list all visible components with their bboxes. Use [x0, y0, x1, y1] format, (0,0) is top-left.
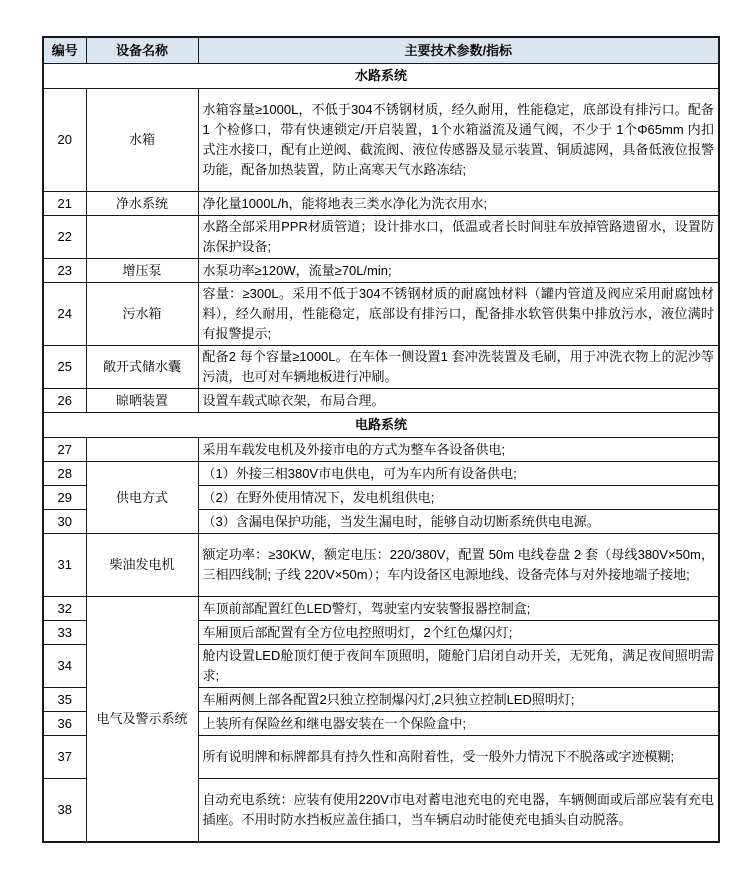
col-header-name: 设备名称	[86, 37, 198, 64]
spec-cell: 水泵功率≥120W，流量≥70L/min;	[198, 259, 719, 283]
spec-cell: 净化量1000L/h，能将地表三类水净化为洗衣用水;	[198, 192, 719, 216]
device-name-cell: 增压泵	[86, 259, 198, 283]
table-row	[43, 534, 719, 597]
spec-cell: 水路全部采用PPR材质管道；设计排水口，低温或者长时间驻车放掉管路遗留水，设置防冻保护设备;	[198, 216, 719, 259]
table-row	[43, 462, 719, 486]
row-id-cell: 22	[43, 216, 86, 259]
table-row	[43, 259, 719, 283]
section-title: 水路系统	[43, 64, 719, 89]
spec-cell: 车厢两侧上部各配置2只独立控制爆闪灯,2只独立控制LED照明灯;	[198, 688, 719, 712]
row-id-cell: 32	[43, 597, 86, 621]
section-row	[43, 413, 719, 438]
table-row	[43, 283, 719, 346]
row-id-cell: 36	[43, 712, 86, 736]
spec-cell: （3）含漏电保护功能，当发生漏电时，能够自动切断系统供电电源。	[198, 510, 719, 534]
spec-cell: （1）外接三相380V市电供电，可为车内所有设备供电;	[198, 462, 719, 486]
section-row	[43, 64, 719, 89]
row-id-cell: 29	[43, 486, 86, 510]
row-id-cell: 38	[43, 779, 86, 843]
spec-cell: 配备2 每个容量≥1000L。在车体一侧设置1 套冲洗装置及毛刷，用于冲洗衣物上的泥沙等污渍，也可对车辆地板进行冲刷。	[198, 346, 719, 389]
spec-cell: 所有说明牌和标牌都具有持久性和高附着性，受一般外力情况下不脱落或字迹模糊;	[198, 736, 719, 779]
row-id-cell: 24	[43, 283, 86, 346]
spec-cell: 自动充电系统：应装有使用220V市电对蓄电池充电的充电器，车辆侧面或后部应装有充电插座。不用时防水挡板应盖住插口，当车辆启动时能使充电插头自动脱落。	[198, 779, 719, 843]
table-row	[43, 192, 719, 216]
row-id-cell: 34	[43, 645, 86, 688]
device-name-cell: 电气及警示系统	[86, 597, 198, 843]
col-header-spec: 主要技术参数/指标	[198, 37, 719, 64]
row-id-cell: 37	[43, 736, 86, 779]
table-header-row	[43, 37, 719, 64]
device-name-cell: 晾晒装置	[86, 389, 198, 413]
row-id-cell: 35	[43, 688, 86, 712]
spec-table-container	[42, 36, 718, 843]
table-row	[43, 89, 719, 192]
table-row	[43, 438, 719, 462]
spec-cell: 车顶前部配置红色LED警灯，驾驶室内安装警报器控制盒;	[198, 597, 719, 621]
device-name-cell: 污水箱	[86, 283, 198, 346]
spec-cell: 舱内设置LED舱顶灯便于夜间车顶照明，随舱门启闭自动开关，无死角，满足夜间照明需求;	[198, 645, 719, 688]
col-header-id: 编号	[43, 37, 86, 64]
device-name-cell	[86, 216, 198, 259]
row-id-cell: 23	[43, 259, 86, 283]
spec-cell: 车厢顶后部配置有全方位电控照明灯，2个红色爆闪灯;	[198, 621, 719, 645]
row-id-cell: 31	[43, 534, 86, 597]
device-name-cell: 供电方式	[86, 462, 198, 534]
spec-cell: 采用车载发电机及外接市电的方式为整车各设备供电;	[198, 438, 719, 462]
spec-cell: 水箱容量≥1000L，不低于304不锈钢材质，经久耐用，性能稳定，底部设有排污口。配备1 个检修口，带有快速锁定/开启装置，1个水箱溢流及通气阀，不少于 1个Φ65mm 内扣式注水接口，配有止逆阀、截流阀、液位传感器及显示装置、铜质滤网，具备低液位报警功能，配备加热装置，防止高寒天气水路冻结;	[198, 89, 719, 192]
row-id-cell: 25	[43, 346, 86, 389]
device-name-cell: 水箱	[86, 89, 198, 192]
table-row	[43, 389, 719, 413]
row-id-cell: 33	[43, 621, 86, 645]
row-id-cell: 21	[43, 192, 86, 216]
row-id-cell: 28	[43, 462, 86, 486]
table-row	[43, 597, 719, 621]
spec-cell: 设置车载式晾衣架，布局合理。	[198, 389, 719, 413]
row-id-cell: 30	[43, 510, 86, 534]
table-body	[43, 64, 719, 843]
row-id-cell: 26	[43, 389, 86, 413]
table-row	[43, 346, 719, 389]
spec-cell: 容量：≥300L。采用不低于304不锈钢材质的耐腐蚀材料（罐内管道及阀应采用耐腐蚀材料），经久耐用，性能稳定，底部设有排污口，配备排水软管供集中排放污水，液位满时有报警提示;	[198, 283, 719, 346]
spec-cell: 上装所有保险丝和继电器安装在一个保险盒中;	[198, 712, 719, 736]
spec-table	[42, 36, 720, 843]
spec-cell: （2）在野外使用情况下，发电机组供电;	[198, 486, 719, 510]
device-name-cell: 柴油发电机	[86, 534, 198, 597]
row-id-cell: 27	[43, 438, 86, 462]
device-name-cell: 净水系统	[86, 192, 198, 216]
section-title: 电路系统	[43, 413, 719, 438]
table-row	[43, 216, 719, 259]
row-id-cell: 20	[43, 89, 86, 192]
device-name-cell: 敞开式储水囊	[86, 346, 198, 389]
device-name-cell	[86, 438, 198, 462]
spec-cell: 额定功率：≥30KW，额定电压：220/380V，配置 50m 电线卷盘 2 套（母线380V×50m，三相四线制; 子线 220V×50m）；车内设备区电源地线、设备壳体与对外接地端子接地;	[198, 534, 719, 597]
